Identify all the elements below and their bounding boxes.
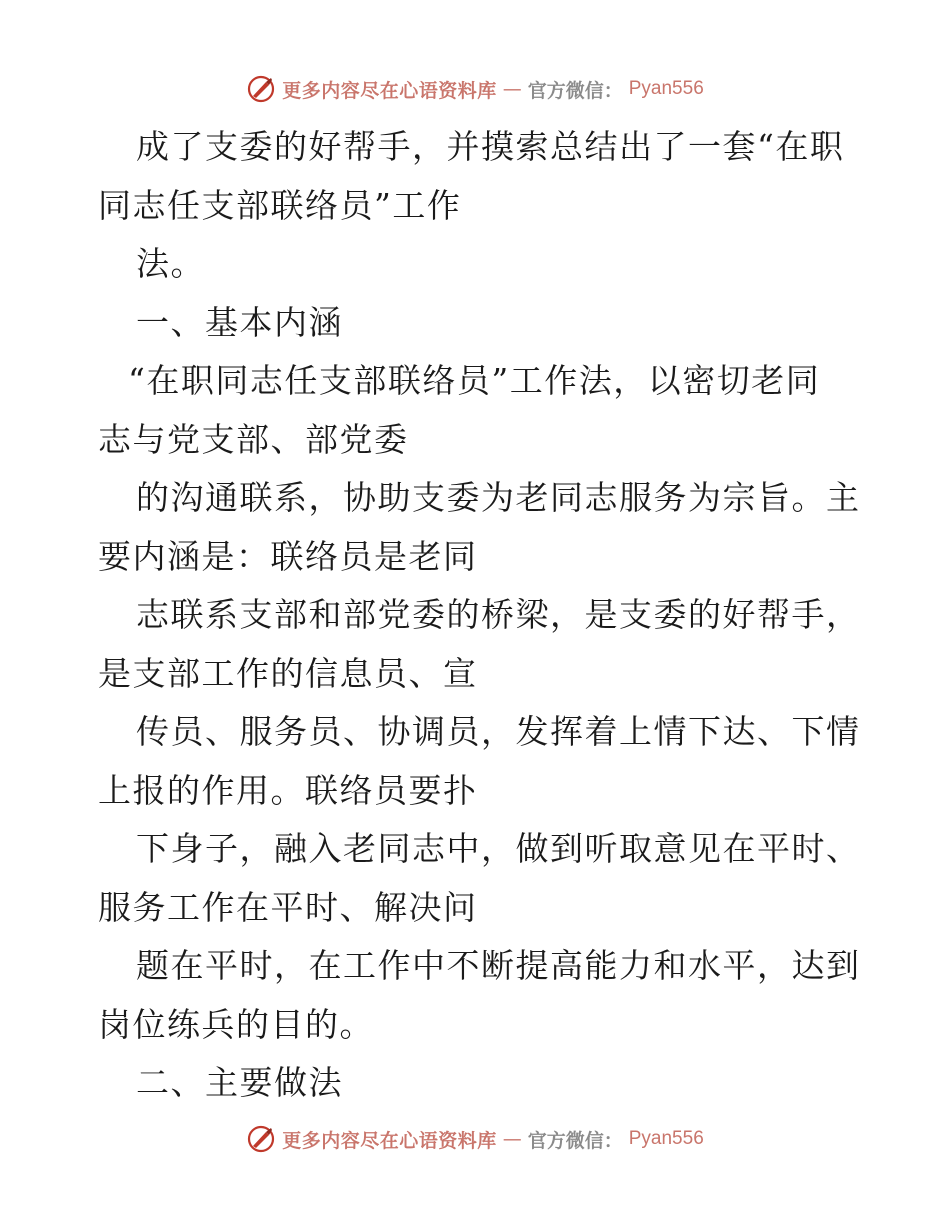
banner-brand-text: 更多内容尽在心语资料库: [282, 79, 497, 102]
header-watermark-banner: [0, 74, 950, 104]
text-line: 服务工作在平时、解决问: [98, 887, 478, 927]
text-line: 成了支委的好帮手，并摸索总结出了一套“在职: [136, 127, 845, 166]
banner-wechat-label: 官方微信：: [527, 1129, 623, 1152]
text-line: 的沟通联系，协助支委为老同志服务为宗旨。主: [136, 478, 861, 517]
text-line: 志联系支部和部党委的桥梁，是支委的好帮手，: [136, 595, 861, 634]
banner-brand-text: 更多内容尽在心语资料库: [282, 1129, 497, 1152]
quill-pen-logo-icon: [246, 1124, 276, 1154]
text-line: 上报的作用。联络员要扑: [98, 770, 478, 810]
section-heading: 一、基本内涵: [136, 302, 343, 342]
footer-watermark-banner: [0, 1124, 950, 1154]
banner-wechat-id: Pyan556: [628, 1128, 704, 1149]
text-line: “在职同志任支部联络员”工作法，以密切老同: [128, 361, 821, 400]
quill-pen-logo-icon: [246, 74, 276, 104]
text-line: 题在平时，在工作中不断提高能力和水平，达到: [136, 946, 861, 985]
text-line: 志与党支部、部党委: [98, 419, 409, 459]
text-line: 是支部工作的信息员、宣: [98, 653, 478, 693]
text-line: 下身子，融入老同志中，做到听取意见在平时、: [136, 829, 861, 868]
banner-dash: —: [502, 78, 522, 100]
banner-wechat-label: 官方微信：: [527, 79, 623, 102]
text-line: 要内涵是：联络员是老同: [98, 536, 478, 576]
document-body: [98, 118, 861, 1113]
banner-dash: —: [502, 1128, 522, 1150]
banner-wechat-id: Pyan556: [628, 78, 704, 99]
text-line: 岗位练兵的目的。: [98, 1004, 374, 1044]
text-line: 传员、服务员、协调员，发挥着上情下达、下情: [136, 712, 861, 751]
section-heading: 二、主要做法: [136, 1063, 343, 1102]
text-line: 同志任支部联络员”工作: [98, 185, 462, 225]
text-line: 法。: [136, 244, 205, 283]
